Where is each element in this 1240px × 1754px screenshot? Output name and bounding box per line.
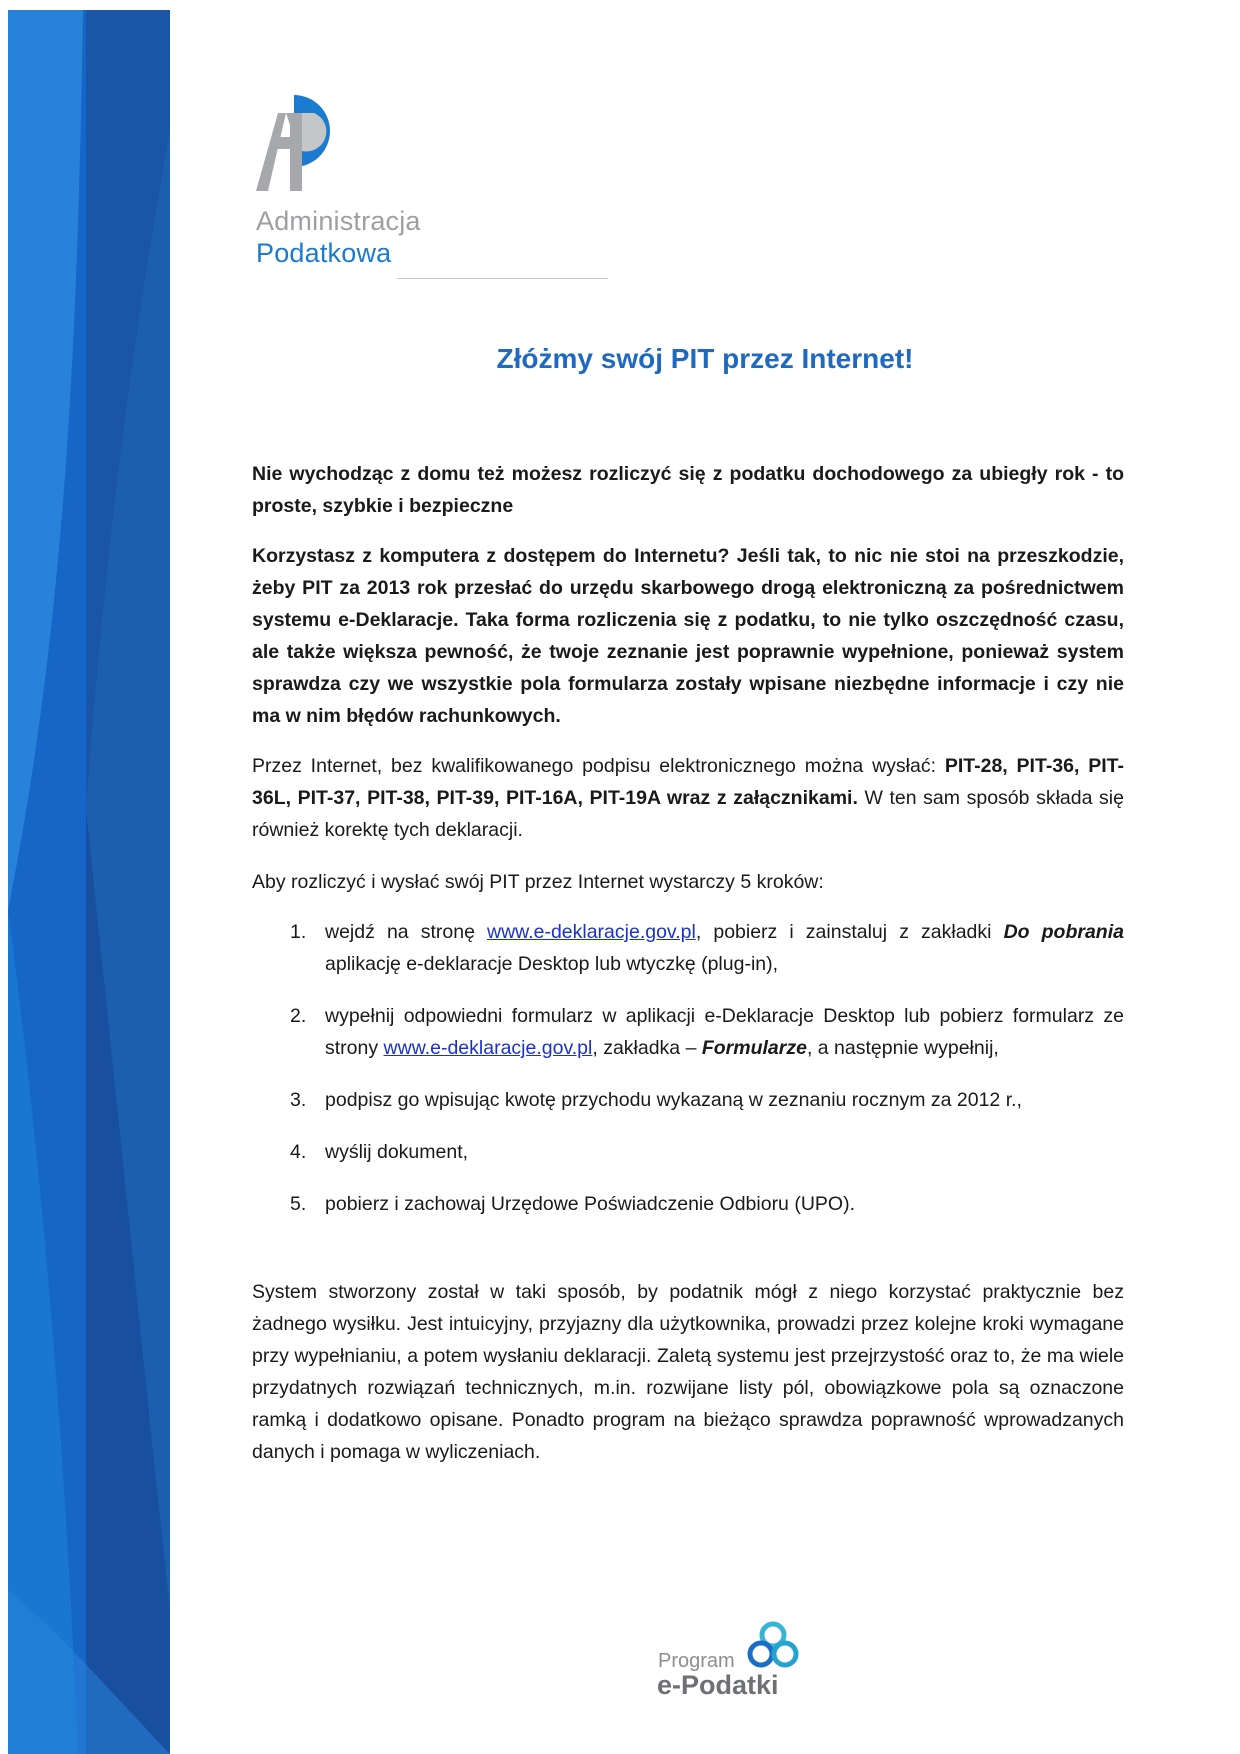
step-number: 5. (290, 1193, 307, 1215)
logo-text-administracja: Administracja (256, 206, 421, 236)
step-text: wejdź na stronę (325, 921, 488, 943)
tab-name-formularze: Formularze (701, 1037, 807, 1059)
document-body (252, 458, 1124, 1468)
pit-forms-prefix: Przez Internet, bez kwalifikowanego podpisu elektronicznego można wysłać: (252, 755, 945, 777)
pit-forms-suffix: W ten sam sposób składa się również korektę tych deklaracji. (252, 787, 1124, 841)
list-item (252, 916, 1124, 980)
step-number: 3. (290, 1089, 307, 1111)
step-text: aplikację e-deklaracje Desktop lub wtyczkę (plug-in), (325, 953, 779, 975)
logo-text-podatkowa: Podatkowa (256, 238, 392, 268)
page-title: Złóżmy swój PIT przez Internet! (496, 343, 914, 374)
ap-emblem-icon (256, 93, 336, 193)
footer-logo-podatki: -Podatki (672, 1670, 779, 1700)
steps-intro: Aby rozliczyć i wysłać swój PIT przez Internet wystarczy 5 kroków: (252, 871, 824, 893)
lead-paragraph-1: Nie wychodząc z domu też możesz rozliczyć się z podatku dochodowego za ubiegły rok - to proste, szybkie i bezpieczne (252, 463, 1124, 517)
step-text: pobierz i zachowaj Urzędowe Poświadczenie Odbioru (UPO). (325, 1193, 855, 1215)
list-item (252, 1084, 1124, 1116)
pit-forms-list: PIT-28, PIT-36, PIT-36L, PIT-37, PIT-38, PIT-39, PIT-16A, PIT-19A wraz z załącznikami. (252, 755, 1125, 809)
step-text: , a następnie wypełnij, (806, 1037, 999, 1059)
list-item (252, 1000, 1124, 1064)
administracja-podatkowa-logo (256, 93, 466, 273)
step-text: wyślij dokument, (325, 1141, 469, 1163)
system-paragraph: System stworzony został w taki sposób, by podatnik mógł z niego korzystać praktycznie bez żadnego wysiłku. Jest intuicyjny, przyjazny dla użytkownika, prowadzi przez kolejne kroki wymagane przy wypełnianiu, a potem wysłaniu deklaracji. Zaletą systemu jest przejrzystość oraz to, że ma wiele przydatnych rozwiązań technicznych, m.in. rozwijane listy pól, obowiązkowe pola są oznaczone ramką i dodatkowo opisane. Ponadto program na bieżąco sprawdza poprawność wprowadzanych danych i pomaga w wyliczeniach. (252, 1281, 1124, 1463)
step-number: 2. (290, 1005, 307, 1027)
list-item (252, 1188, 1124, 1220)
pit-forms-paragraph (252, 750, 1124, 846)
step-text: podpisz go wpisując kwotę przychodu wykazaną w zeznaniu rocznym za 2012 r., (325, 1089, 1022, 1111)
tab-name-do-pobrania: Do pobrania (1003, 921, 1124, 943)
logo-divider (397, 278, 608, 279)
side-decorative-band (8, 10, 170, 1754)
step-number: 1. (290, 921, 307, 943)
step-text: , pobierz i zainstaluj z zakładki (695, 921, 1004, 943)
step-text: wypełnij odpowiedni formularz w aplikacji e-Deklaracje Desktop lub pobierz formularz ze strony (325, 1005, 1124, 1059)
band-swoosh-graphic (8, 10, 170, 1754)
footer-logo-e: e (657, 1670, 673, 1700)
program-e-podatki-logo (655, 1620, 805, 1700)
step-number: 4. (290, 1141, 307, 1163)
e-podatki-rings-icon (743, 1620, 803, 1672)
e-deklaracje-link[interactable]: www.e-deklaracje.gov.pl (487, 921, 696, 943)
footer-logo-e-podatki-text (657, 1670, 779, 1701)
steps-list (252, 916, 1124, 1220)
step-text: , zakładka – (592, 1037, 702, 1059)
e-deklaracje-link[interactable]: www.e-deklaracje.gov.pl (383, 1037, 593, 1059)
list-item (252, 1136, 1124, 1168)
footer-logo-program-text: Program (658, 1650, 735, 1672)
lead-paragraph-2: Korzystasz z komputera z dostępem do Internetu? Jeśli tak, to nic nie stoi na przeszkodzie, żeby PIT za 2013 rok przesłać do urzędu skarbowego drogą elektroniczną za pośrednictwem systemu e-Deklaracje. Taka forma rozliczenia się z podatku, to nie tylko oszczędność czasu, ale także większa pewność, że twoje zeznanie jest poprawnie wypełnione, ponieważ system sprawdza czy we wszystkie pola formularza zostały wpisane niezbędne informacje i czy nie ma w nim błędów rachunkowych. (252, 545, 1124, 727)
